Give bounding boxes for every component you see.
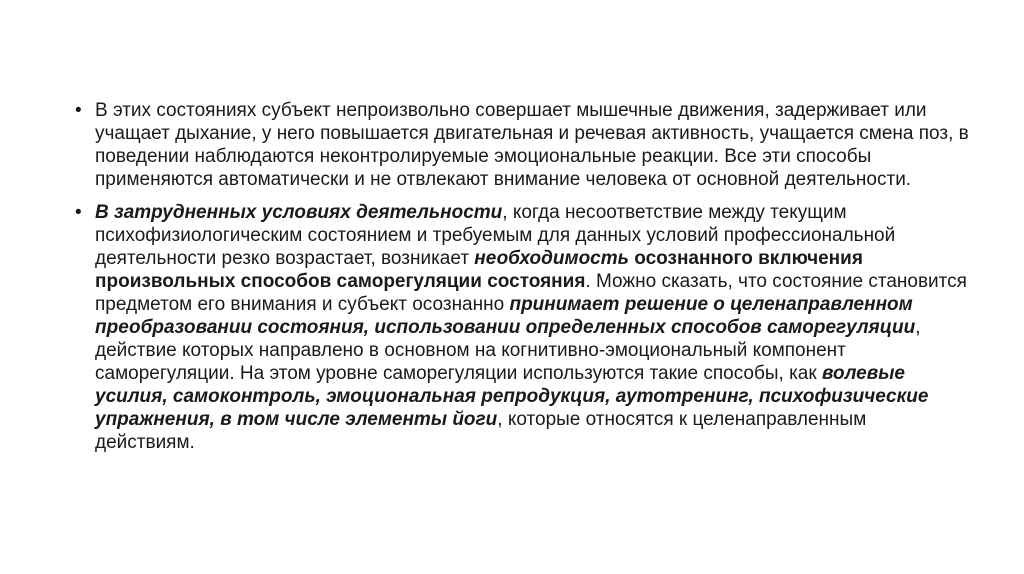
bullet-dot: • — [75, 202, 82, 223]
bullet-item-1 — [70, 99, 970, 191]
emphasis-phrase: волевые усилия, самоконтроль, эмоциональная репродукция, аутотренинг, психофизические упражнения, в том числе элементы йоги — [95, 363, 929, 430]
bold-phrase: осознанного включения произвольных способов саморегуляции состояния — [95, 248, 863, 292]
bullet-text: В этих состояниях субъект непроизвольно совершает мышечные движения, задерживает или учащает дыхание, у него повышается двигательная и речевая активность, учащается смена поз, в поведении наблюдаются неконтролируемые эмоциональные реакции. Все эти способы применяются автоматически и не отвлекают внимание человека от основной деятельности. — [95, 100, 969, 190]
bullet-list — [70, 99, 970, 454]
bullet-dot: • — [75, 100, 82, 121]
emphasis-phrase: необходимость — [474, 248, 629, 269]
text-segment: , действие которых направлено в основном на когнитивно-эмоциональный компонент саморегуляции. На этом уровне саморегуляции используются такие способы, как — [95, 317, 921, 384]
text-segment: . Можно сказать, что состояние становится предметом его внимания и субъект осознанно — [95, 271, 967, 315]
emphasis-phrase: В затрудненных условиях деятельности — [95, 202, 503, 223]
emphasis-phrase: принимает решение о целенаправленном преобразовании состояния, использовании определенных способов саморегуляции — [95, 294, 916, 338]
bullet-item-2 — [70, 201, 970, 454]
text-segment: , которые относятся к целенаправленным действиям. — [95, 409, 867, 453]
text-segment: , когда несоответствие между текущим психофизиологическим состоянием и требуемым для данных условий профессиональной деятельности резко возрастает, возникает — [95, 202, 896, 269]
